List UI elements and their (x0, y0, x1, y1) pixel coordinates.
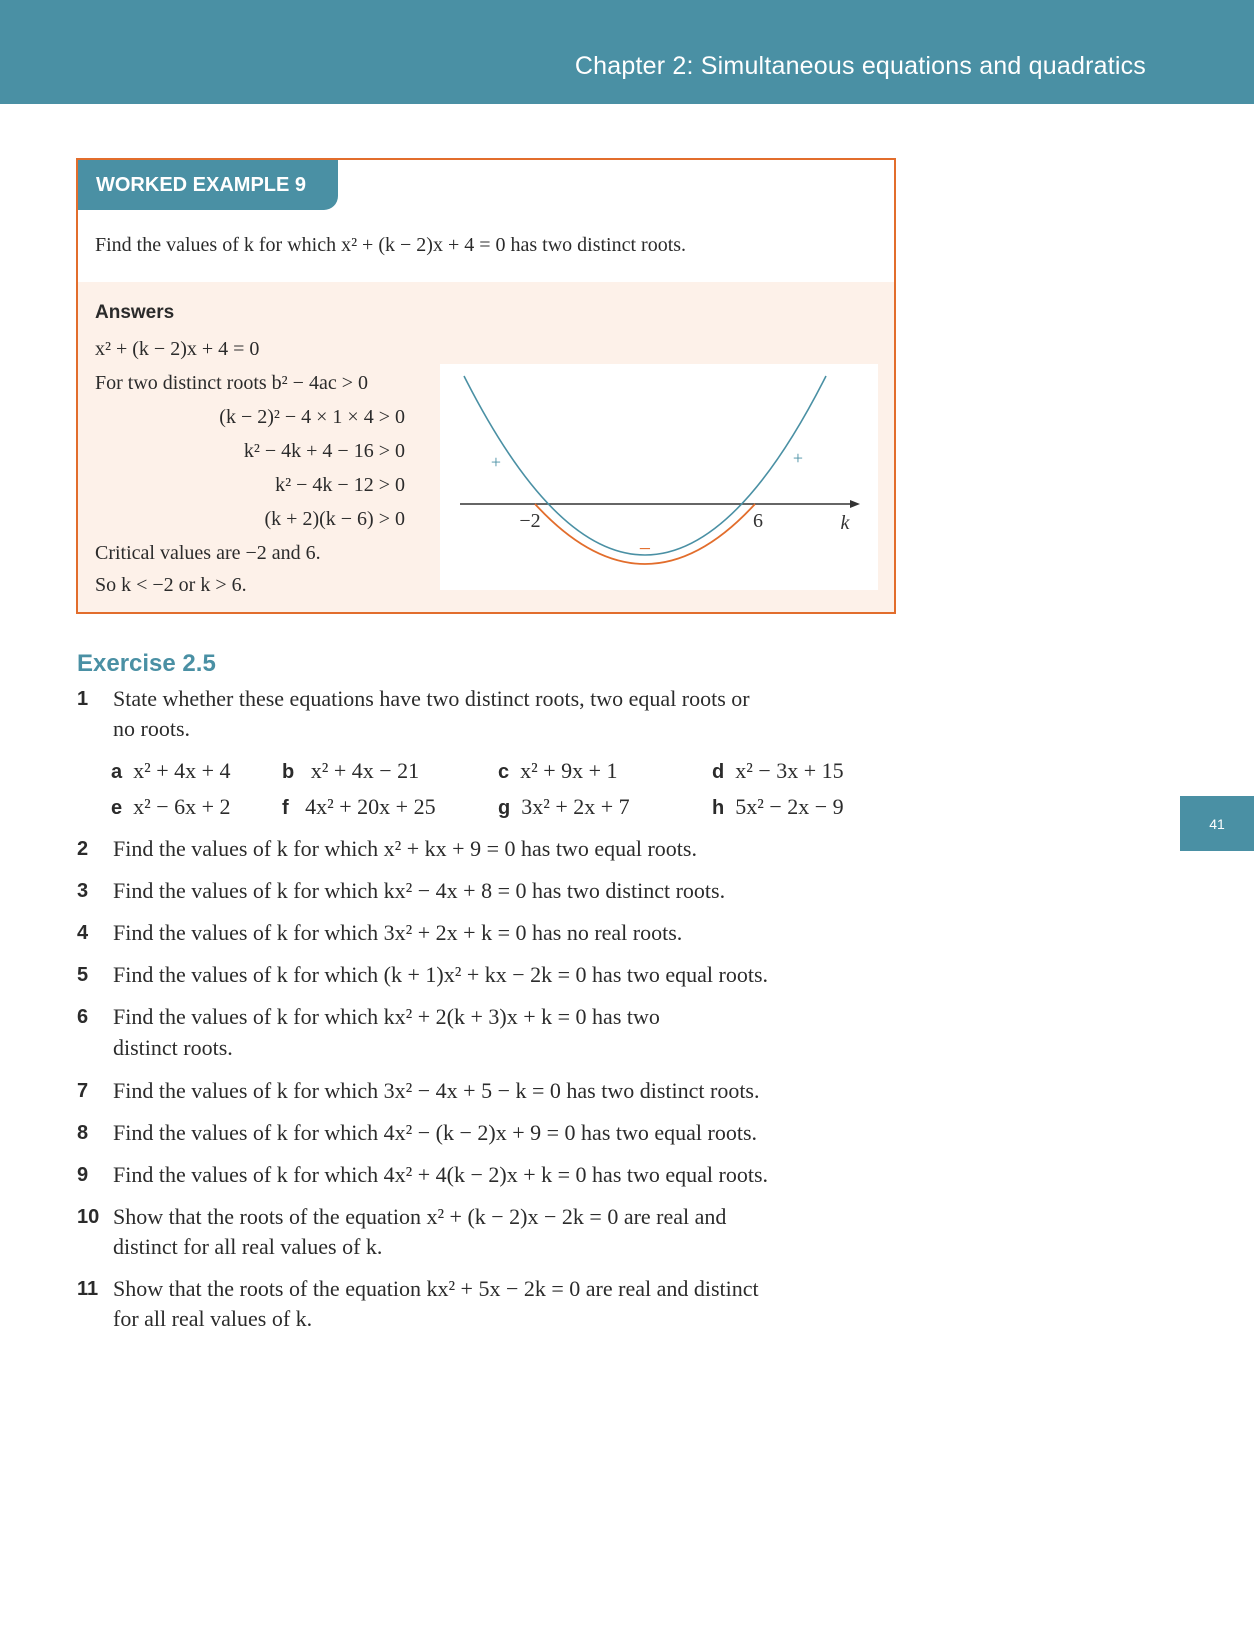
question-number: 5 (77, 964, 89, 986)
axis-label-k: k (840, 512, 850, 534)
question-number: 7 (77, 1080, 89, 1102)
part-g: g 3x² + 2x + 7 (498, 794, 630, 819)
question-text: Find the values of k for which kx² + 2(k + 3)x + k = 0 has two (113, 1004, 660, 1029)
answer-line: k² − 4k + 4 − 16 > 0 (243, 440, 405, 462)
question-number: 2 (77, 838, 89, 860)
worked-example-tab: WORKED EXAMPLE 9 (78, 160, 338, 210)
question-text: Show that the roots of the equation x² + (k − 2)x − 2k = 0 are real and (113, 1204, 727, 1229)
question-text: Show that the roots of the equation kx² + 5x − 2k = 0 are real and distinct (113, 1276, 759, 1301)
worked-example-box (76, 158, 896, 614)
question-number: 8 (77, 1122, 89, 1144)
chapter-header-bar (0, 0, 1254, 104)
page-number-tab: 41 (1180, 796, 1254, 851)
question-number: 3 (77, 880, 89, 902)
answers-heading: Answers (95, 302, 175, 323)
part-c: c x² + 9x + 1 (498, 758, 618, 783)
question-number: 1 (77, 688, 89, 710)
answer-line: (k + 2)(k − 6) > 0 (264, 508, 405, 530)
part-a: a x² + 4x + 4 (111, 758, 231, 783)
answer-line: So k < −2 or k > 6. (95, 574, 247, 596)
part-f: f 4x² + 20x + 25 (282, 794, 436, 819)
question-number: 11 (77, 1278, 99, 1300)
question-text: Find the values of k for which 4x² + 4(k − 2)x + k = 0 has two equal roots. (113, 1162, 769, 1187)
question-text: for all real values of k. (113, 1306, 313, 1331)
question-number: 6 (77, 1006, 89, 1028)
part-d: d x² − 3x + 15 (712, 758, 844, 783)
question-text: Find the values of k for which kx² − 4x + 8 = 0 has two distinct roots. (113, 878, 726, 903)
question-text: Find the values of k for which 4x² − (k − 2)x + 9 = 0 has two equal roots. (113, 1120, 758, 1145)
answer-line: k² − 4k − 12 > 0 (275, 474, 405, 496)
question-text: Find the values of k for which 3x² + 2x + k = 0 has no real roots. (113, 920, 683, 945)
question-text: distinct for all real values of k. (113, 1234, 383, 1259)
worked-example-question: Find the values of k for which x² + (k − 2)x + 4 = 0 has two distinct roots. (95, 234, 687, 256)
sign-diagram-graph (440, 364, 878, 590)
question-text: distinct roots. (113, 1035, 233, 1060)
answer-line: x² + (k − 2)x + 4 = 0 (95, 338, 260, 360)
question-number: 4 (77, 922, 89, 944)
part-b: b x² + 4x − 21 (282, 758, 420, 783)
question-text: Find the values of k for which 3x² − 4x + 5 − k = 0 has two distinct roots. (113, 1078, 760, 1103)
exercise-title: Exercise 2.5 (77, 650, 216, 677)
answer-line: (k − 2)² − 4 × 1 × 4 > 0 (219, 406, 405, 428)
question-text: State whether these equations have two distinct roots, two equal roots or (113, 686, 750, 711)
question-text: Find the values of k for which (k + 1)x² + kx − 2k = 0 has two equal roots. (113, 962, 769, 987)
question-text: Find the values of k for which x² + kx + 9 = 0 has two equal roots. (113, 836, 697, 861)
minus-sign: − (638, 536, 652, 561)
root-right-label: 6 (753, 510, 763, 532)
question-number: 10 (77, 1206, 100, 1228)
axis-arrow-icon (850, 500, 860, 508)
part-e: e x² − 6x + 2 (111, 794, 231, 819)
question-text: no roots. (113, 716, 190, 741)
plus-sign-right: + (792, 448, 804, 468)
chapter-title: Chapter 2: Simultaneous equations and quadratics (574, 52, 1146, 80)
answer-line: Critical values are −2 and 6. (95, 542, 321, 564)
plus-sign-left: + (490, 452, 502, 472)
question-number: 9 (77, 1164, 89, 1186)
part-h: h 5x² − 2x − 9 (712, 794, 844, 819)
parabola-positive (464, 376, 826, 555)
root-left-label: −2 (519, 510, 541, 532)
answer-line: For two distinct roots b² − 4ac > 0 (95, 372, 368, 394)
